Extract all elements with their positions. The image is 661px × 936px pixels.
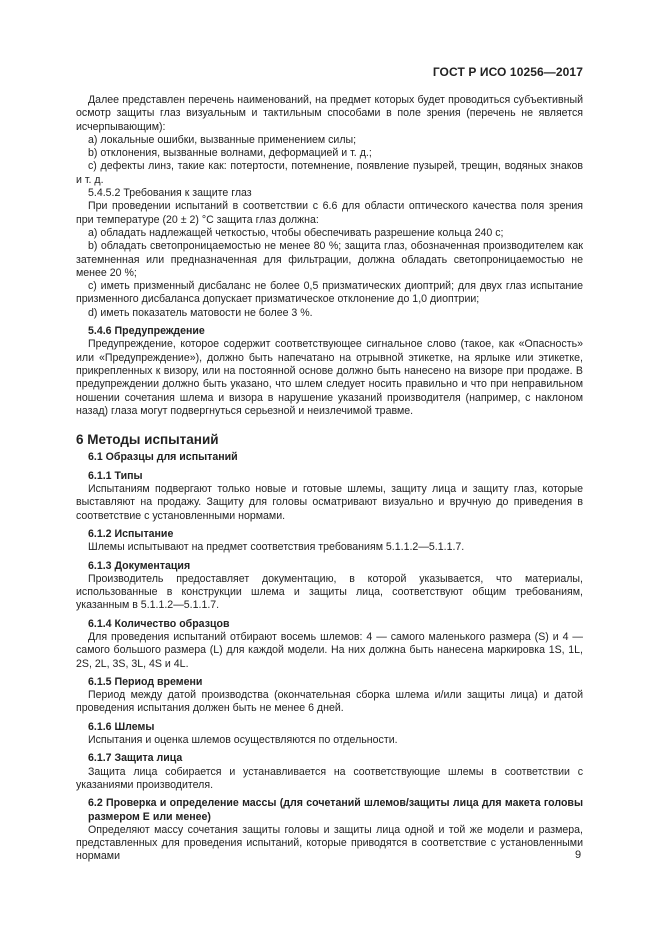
section-heading: 6.1.7 Защита лица [88, 752, 183, 765]
paragraph: Для проведения испытаний отбирают восемь шлемов: 4 — самого маленького размера (S) и 4 — самого большого размера (L) для каждой модели. На них должна быть нанесена маркировка 1S, 1L, 2S, 2L, 3S, 3L, 4S и 4L. [76, 630, 583, 670]
section-heading: 6.1 Образцы для испытаний [88, 451, 238, 464]
section-heading: 6.1.5 Период времени [88, 675, 203, 688]
section-heading: 6.1.3 Документация [88, 559, 191, 572]
list-item: a) обладать надлежащей четкостью, чтобы обеспечивать разрешение кольца 240 с; [88, 226, 504, 239]
list-item: c) дефекты линз, такие как: потертости, потемнение, появление пузырей, трещин, водяных знаков и т. д. [76, 160, 583, 186]
section-heading: 6.2 Проверка и определение массы (для сочетаний шлемов/защиты лица для макета головы размером E или менее) [88, 797, 583, 823]
page-number: 9 [575, 849, 582, 861]
section-heading: 5.4.6 Предупреждение [88, 325, 205, 338]
section-heading: 6.1.4 Количество образцов [88, 617, 230, 630]
page-body [76, 94, 583, 864]
paragraph: При проведении испытаний в соответствии с 6.6 для области оптического качества поля зрения при температуре (20 ± 2) °C защита глаз должна: [76, 200, 583, 226]
list-item: a) локальные ошибки, вызванные применением силы; [88, 133, 357, 146]
chapter-heading: 6 Методы испытаний [76, 432, 219, 448]
paragraph: Далее представлен перечень наименований, на предмет которых будет проводиться субъективный осмотр защиты глаз визуальным и тактильным способами в поле зрения (перечень не является исчерпывающим): [76, 94, 583, 133]
list-item: b) обладать светопроницаемостью не менее 80 %; защита глаз, обозначенная производителем как затемненная или предназначенная для фильтрации, должна обладать светопроницаемостью не менее 20 %; [76, 240, 583, 279]
section-heading: 6.1.6 Шлемы [88, 720, 155, 733]
paragraph: Испытания и оценка шлемов осуществляются по отдельности. [88, 734, 398, 747]
section-heading: 6.1.1 Типы [88, 469, 143, 482]
section-heading: 6.1.2 Испытание [88, 527, 174, 540]
paragraph: Испытаниям подвергают только новые и готовые шлемы, защиту лица и защиту глаз, которые выставляют на продажу. Защиту для головы осматривают визуально и вручную до приведения в соответствие с установленными нормами. [76, 483, 583, 522]
paragraph: Период между датой производства (окончательная сборка шлема и/или защиты лица) и датой проведения испытания должен быть не менее 6 дней. [76, 689, 583, 715]
document-header: ГОСТ Р ИСО 10256—2017 [432, 65, 583, 79]
paragraph: Шлемы испытывают на предмет соответствия требованиям 5.1.1.2—5.1.1.7. [88, 541, 465, 554]
subsection-title: 5.4.5.2 Требования к защите глаз [88, 187, 252, 200]
paragraph: Определяют массу сочетания защиты головы и защиты лица одной и той же модели и размера, представленных для проведения испытаний, которые приводятся в соответствие с установленными нормами [76, 823, 583, 863]
paragraph: Защита лица собирается и устанавливается на соответствующие шлемы в соответствии с указаниями производителя. [76, 765, 583, 791]
list-item: d) иметь показатель матовости не более 3 %. [88, 306, 313, 319]
paragraph: Предупреждение, которое содержит соответствующее сигнальное слово (такое, как «Опасность» или «Предупреждение»), должно быть напечатано на отрывной этикетке, на ярлыке или этикетке, прикрепленных к визору, или на постоянной основе должно быть нанесено на визоре при продаже. В предупреждении должно быть указано, что шлем следует носить правильно и что при неправильном ношении сочетания шлема и визора в нарушение указаний производителя (например, с наклоном назад) глаза могут подвергнуться серьезной и неизлечимой травме. [76, 338, 583, 417]
list-item: c) иметь призменный дисбаланс не более 0,5 призматических диоптрий; для двух глаз испытание призменного дисбаланса допускает призматическое отклонение до 1,0 диоптрии; [76, 280, 583, 306]
paragraph: Производитель предоставляет документацию, в которой указывается, что материалы, использованные в конструкции шлема и защиты лица, соответствуют общим требованиям, указанным в 5.1.1.2—5.1.1.7. [76, 572, 583, 612]
list-item: b) отклонения, вызванные волнами, деформацией и т. д.; [88, 147, 372, 160]
